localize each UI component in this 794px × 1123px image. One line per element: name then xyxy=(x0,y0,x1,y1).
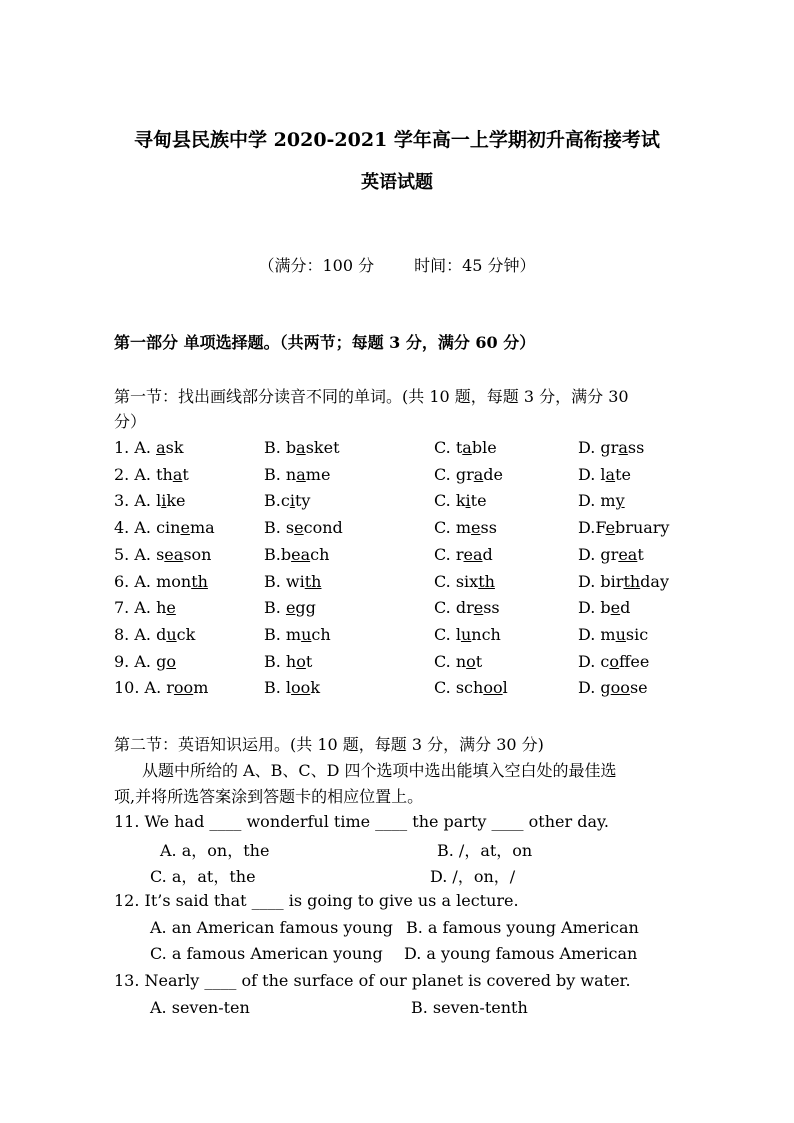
option-d-word xyxy=(578,652,649,671)
section2-instruction: 从题中所给的 A、B、C、D 四个选项中选出能填入空白处的最佳选 xyxy=(142,761,617,780)
question-2-option-c xyxy=(434,465,503,484)
word-part: s xyxy=(156,545,165,564)
option-c-word xyxy=(434,625,501,644)
underlined-letters: e xyxy=(610,598,621,617)
section2-heading: 第二节：英语知识运用。(共 10 题，每题 3 分，满分 30 分) xyxy=(114,735,544,754)
option-a-word xyxy=(166,678,208,697)
option-a-word xyxy=(156,438,183,457)
question-4-option-a xyxy=(114,518,215,537)
word-part: d xyxy=(620,598,631,617)
word-part: D. gr xyxy=(578,545,619,564)
option-c-word xyxy=(434,491,487,510)
question-3-option-b xyxy=(264,491,310,510)
word-part: ss xyxy=(480,518,497,537)
question-5-option-a xyxy=(114,545,211,564)
question-7-option-b xyxy=(264,598,316,617)
option-a-word xyxy=(156,598,176,617)
underlined-letters: o xyxy=(466,652,476,671)
option-d-word xyxy=(578,518,669,537)
underlined-letters: o xyxy=(296,652,306,671)
question-number: 9. A. xyxy=(114,652,157,671)
underlined-letters: y xyxy=(615,491,625,510)
question-9-option-c xyxy=(434,652,482,671)
question-8-option-b xyxy=(264,625,331,644)
underlined-letters: o xyxy=(166,652,176,671)
word-part: B. n xyxy=(264,465,297,484)
word-part: B. b xyxy=(264,438,297,457)
question-10-option-d xyxy=(578,678,648,697)
underlined-letters: oo xyxy=(483,678,503,697)
option-d-word xyxy=(578,545,644,564)
word-part: cin xyxy=(156,518,181,537)
question-9-option-d xyxy=(578,652,649,671)
option-d-word xyxy=(578,572,669,591)
question-1-option-b xyxy=(264,438,340,457)
question-9-option-a xyxy=(114,652,176,671)
word-part: ty xyxy=(294,491,311,510)
question-number: 2. A. xyxy=(114,465,157,484)
word-part: ble xyxy=(471,438,497,457)
option-b-word xyxy=(264,652,312,671)
underlined-letters: th xyxy=(191,572,208,591)
option-d-word xyxy=(578,438,644,457)
word-part: D. g xyxy=(578,678,611,697)
option-d-word xyxy=(578,625,648,644)
word-part: B. m xyxy=(264,625,302,644)
question-number: 1. A. xyxy=(114,438,157,457)
word-part: C. gr xyxy=(434,465,474,484)
underlined-letters: th xyxy=(478,572,495,591)
option-b-word xyxy=(264,438,340,457)
underlined-letters: ea xyxy=(618,545,638,564)
full-score: （满分：100 分 xyxy=(258,256,375,275)
question-8-option-d xyxy=(578,625,648,644)
question-6-option-c xyxy=(434,572,495,591)
option-c-word xyxy=(434,518,497,537)
question-6-option-d xyxy=(578,572,669,591)
option-c-word xyxy=(434,465,503,484)
option-c-word xyxy=(434,545,493,564)
option-b-word xyxy=(264,625,331,644)
underlined-letters: e xyxy=(285,598,296,617)
question-1-option-d xyxy=(578,438,644,457)
word-part: ck xyxy=(176,625,196,644)
word-part: cond xyxy=(303,518,343,537)
underlined-letters: u xyxy=(166,625,177,644)
option-a-word xyxy=(156,491,185,510)
underlined-letters: a xyxy=(618,438,628,457)
question-2-option-d xyxy=(578,465,631,484)
question-3-option-a xyxy=(114,491,186,510)
question-1-option-a xyxy=(114,438,184,457)
question-10-option-b xyxy=(264,678,320,697)
question-number: 5. A. xyxy=(114,545,157,564)
underlined-letters: u xyxy=(460,625,472,644)
question-2-option-a xyxy=(114,465,189,484)
question-10-option-a xyxy=(114,678,208,697)
question-number: 10. A. xyxy=(114,678,167,697)
word-part: te xyxy=(615,465,631,484)
word-part: son xyxy=(183,545,212,564)
word-part: B. wi xyxy=(264,572,305,591)
word-part: r xyxy=(166,678,174,697)
word-part: th xyxy=(156,465,173,484)
word-part: C. six xyxy=(434,572,479,591)
word-part: k xyxy=(310,678,321,697)
part1-heading: 第一部分 单项选择题。（共两节；每题 3 分，满分 60 分） xyxy=(114,333,536,352)
option-b-word xyxy=(264,465,330,484)
q12-option-c: C. a famous American young xyxy=(150,944,383,963)
question-number: 8. A. xyxy=(114,625,157,644)
option-a-word xyxy=(156,518,215,537)
word-part: B. s xyxy=(264,518,295,537)
word-part: ss xyxy=(483,598,500,617)
word-part: C. sch xyxy=(434,678,484,697)
underlined-letters: a xyxy=(172,465,183,484)
word-part: sket xyxy=(305,438,340,457)
option-b-word xyxy=(264,598,316,617)
question-6-option-a xyxy=(114,572,208,591)
word-part: h xyxy=(156,598,167,617)
option-a-word xyxy=(156,625,195,644)
word-part: B. h xyxy=(264,652,297,671)
time-limit: 时间：45 分钟） xyxy=(414,256,536,275)
underlined-letters: e xyxy=(166,598,176,617)
question-5-option-b xyxy=(264,545,329,564)
question-number: 7. A. xyxy=(114,598,157,617)
q13-option-a: A. seven-ten xyxy=(150,998,250,1017)
q12-option-a: A. an American famous young xyxy=(150,918,393,937)
word-part: D.F xyxy=(578,518,606,537)
underlined-letters: ea xyxy=(164,545,184,564)
question-2-option-b xyxy=(264,465,330,484)
q13-option-b: B. seven-tenth xyxy=(411,998,528,1017)
exam-title: 寻甸县民族中学 2020-2021 学年高一上学期初升高衔接考试 xyxy=(134,129,660,151)
underlined-letters: ea xyxy=(463,545,483,564)
word-part: l xyxy=(502,678,508,697)
word-part: l xyxy=(156,491,162,510)
question-5-option-c xyxy=(434,545,493,564)
underlined-letters: ea xyxy=(291,545,311,564)
word-part: day xyxy=(640,572,669,591)
word-part: bruary xyxy=(615,518,670,537)
q11-option-d: D. /，on，/ xyxy=(430,867,516,886)
word-part: ffee xyxy=(619,652,650,671)
question-9-option-b xyxy=(264,652,312,671)
option-b-word xyxy=(264,572,321,591)
q11-option-b: B. /，at，on xyxy=(437,841,533,860)
word-part: m xyxy=(193,678,209,697)
word-part: t xyxy=(305,652,313,671)
word-part: C. l xyxy=(434,625,461,644)
word-part: de xyxy=(483,465,503,484)
underlined-letters: a xyxy=(462,438,472,457)
word-part: t xyxy=(182,465,189,484)
word-part: ma xyxy=(189,518,215,537)
word-part: d xyxy=(482,545,493,564)
score-info xyxy=(0,253,794,276)
option-b-word xyxy=(264,518,343,537)
word-part: gg xyxy=(295,598,316,617)
word-part: B. l xyxy=(264,678,292,697)
option-c-word xyxy=(434,598,500,617)
word-part: C. t xyxy=(434,438,463,457)
option-a-word xyxy=(156,572,208,591)
underlined-letters: oo xyxy=(291,678,311,697)
section1-heading-cont: 分） xyxy=(114,412,147,431)
option-d-word xyxy=(578,491,625,510)
q12-option-d: D. a young famous American xyxy=(404,944,638,963)
word-part: B. xyxy=(264,598,286,617)
q12-option-b: B. a famous young American xyxy=(406,918,639,937)
option-d-word xyxy=(578,598,630,617)
question-3-option-c xyxy=(434,491,487,510)
option-a-word xyxy=(156,465,189,484)
word-part: D. gr xyxy=(578,438,619,457)
option-c-word xyxy=(434,678,508,697)
word-part: D. b xyxy=(578,598,611,617)
option-c-word xyxy=(434,438,497,457)
word-part: t xyxy=(475,652,483,671)
word-part: g xyxy=(156,652,167,671)
underlined-letters: e xyxy=(605,518,616,537)
word-part: C. r xyxy=(434,545,464,564)
word-part: ke xyxy=(166,491,186,510)
word-part: B.b xyxy=(264,545,292,564)
section1-heading: 第一节：找出画线部分读音不同的单词。(共 10 题，每题 3 分，满分 30 xyxy=(114,387,629,406)
question-8-option-a xyxy=(114,625,195,644)
word-part: D. m xyxy=(578,491,616,510)
word-part: D. c xyxy=(578,652,610,671)
word-part: nch xyxy=(471,625,501,644)
question-10-option-c xyxy=(434,678,508,697)
q11-option-a: A. a，on，the xyxy=(160,841,270,860)
question-1-option-c xyxy=(434,438,497,457)
word-part: me xyxy=(305,465,331,484)
word-part: te xyxy=(470,491,487,510)
word-part: B.c xyxy=(264,491,290,510)
question-7-option-c xyxy=(434,598,500,617)
underlined-letters: e xyxy=(180,518,190,537)
question-6-option-b xyxy=(264,572,321,591)
section2-instruction-cont: 项,并将所选答案涂到答题卡的相应位置上。 xyxy=(114,787,424,806)
word-part: ss xyxy=(627,438,645,457)
question-number: 4. A. xyxy=(114,518,157,537)
word-part: C. n xyxy=(434,652,467,671)
word-part: ch xyxy=(310,545,330,564)
underlined-letters: u xyxy=(615,625,626,644)
underlined-letters: a xyxy=(296,465,306,484)
word-part: d xyxy=(156,625,167,644)
option-a-word xyxy=(156,545,211,564)
word-part: D. m xyxy=(578,625,616,644)
option-d-word xyxy=(578,678,648,697)
question-12-stem: 12. It’s said that ____ is going to give us a lecture. xyxy=(114,891,519,910)
question-5-option-d xyxy=(578,545,644,564)
underlined-letters: e xyxy=(473,598,484,617)
underlined-letters: a xyxy=(605,465,616,484)
underlined-letters: a xyxy=(296,438,306,457)
question-8-option-c xyxy=(434,625,501,644)
underlined-letters: i xyxy=(465,491,471,510)
word-part: t xyxy=(637,545,644,564)
question-7-option-d xyxy=(578,598,630,617)
option-c-word xyxy=(434,572,495,591)
word-part: ch xyxy=(311,625,331,644)
option-b-word xyxy=(264,545,329,564)
option-a-word xyxy=(156,652,176,671)
option-b-word xyxy=(264,678,320,697)
option-c-word xyxy=(434,652,482,671)
underlined-letters: e xyxy=(471,518,481,537)
underlined-letters: e xyxy=(294,518,304,537)
underlined-letters: i xyxy=(289,491,295,510)
question-3-option-d xyxy=(578,491,625,510)
question-13-stem: 13. Nearly ____ of the surface of our planet is covered by water. xyxy=(114,971,631,990)
word-part: sic xyxy=(625,625,649,644)
option-d-word xyxy=(578,465,631,484)
word-part: C. m xyxy=(434,518,472,537)
option-b-word xyxy=(264,491,310,510)
underlined-letters: o xyxy=(609,652,620,671)
word-part: mon xyxy=(156,572,192,591)
question-11-stem: 11. We had ____ wonderful time ____ the party ____ other day. xyxy=(114,812,609,831)
word-part: sk xyxy=(165,438,184,457)
question-number: 3. A. xyxy=(114,491,157,510)
underlined-letters: th xyxy=(304,572,322,591)
underlined-letters: u xyxy=(301,625,312,644)
q11-option-c: C. a，at，the xyxy=(150,867,256,886)
question-number: 6. A. xyxy=(114,572,157,591)
word-part: D. bir xyxy=(578,572,624,591)
underlined-letters: oo xyxy=(610,678,630,697)
question-4-option-d xyxy=(578,518,669,537)
underlined-letters: oo xyxy=(173,678,194,697)
underlined-letters: a xyxy=(473,465,484,484)
word-part: se xyxy=(629,678,648,697)
question-4-option-b xyxy=(264,518,343,537)
underlined-letters: a xyxy=(156,438,166,457)
underlined-letters: th xyxy=(623,572,641,591)
word-part: C. k xyxy=(434,491,466,510)
question-4-option-c xyxy=(434,518,497,537)
exam-subtitle: 英语试题 xyxy=(361,172,433,193)
word-part: D. l xyxy=(578,465,606,484)
question-7-option-a xyxy=(114,598,176,617)
word-part: C. dr xyxy=(434,598,474,617)
underlined-letters: i xyxy=(161,491,167,510)
